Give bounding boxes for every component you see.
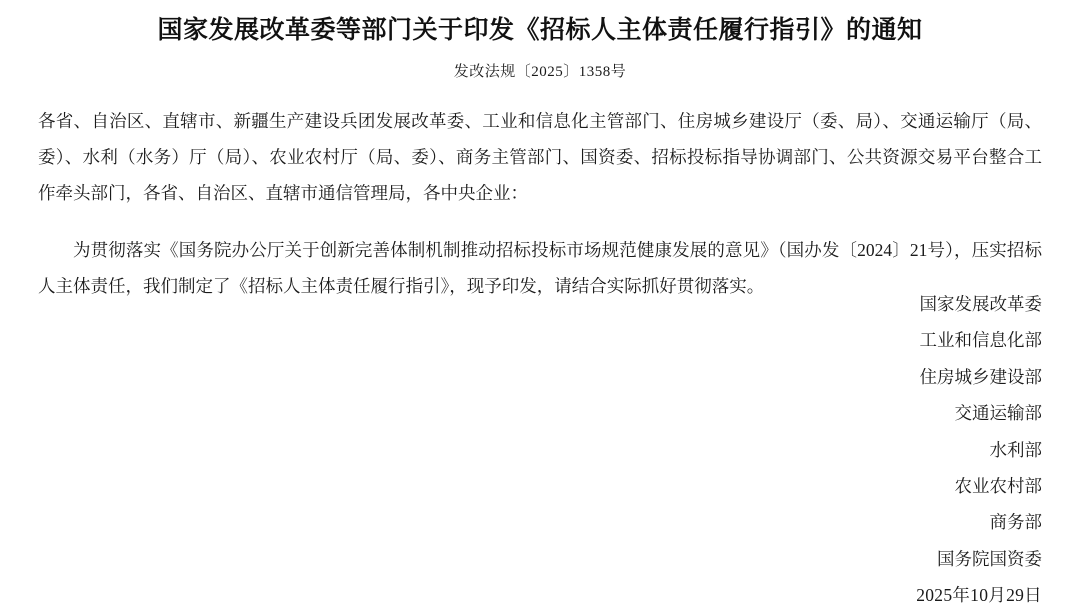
signature-line: 水利部 (989, 439, 1042, 460)
document-number: 发改法规〔2025〕1358号 (453, 63, 627, 80)
signature-line: 商务部 (989, 512, 1042, 533)
recipients-paragraph: 各省、自治区、直辖市、新疆生产建设兵团发展改革委、工业和信息化主管部门、住房城乡建设厅（委、局）、交通运输厅（局、委）、水利（水务）厅（局）、农业农村厅（局、委）、商务主管部门、国资委、招标投标指导协调部门、公共资源交易平台整合工作牵头部门，各省、自治区、直辖市通信管理局，各中央企业： (38, 110, 1042, 204)
signature-line: 国家发展改革委 (919, 294, 1042, 314)
document-title: 国家发展改革委等部门关于印发《招标人主体责任履行指引》的通知 (157, 17, 923, 44)
document-body (38, 81, 1042, 305)
main-paragraph: 为贯彻落实《国务院办公厅关于创新完善体制机制推动招标投标市场规范健康发展的意见》（国办发〔2024〕21号），压实招标人主体责任，我们制定了《招标人主体责任履行指引》，现予印发，请结合实际抓好贯彻落实。 (38, 239, 1042, 297)
signature-date: 2025年10月29日 (916, 585, 1042, 606)
signature-line: 工业和信息化部 (919, 330, 1042, 351)
signature-block (702, 286, 1042, 614)
signature-line: 交通运输部 (954, 403, 1042, 424)
signature-line: 国务院国资委 (937, 548, 1042, 569)
signature-line: 农业农村部 (954, 475, 1042, 496)
signature-line: 住房城乡建设部 (919, 366, 1042, 387)
